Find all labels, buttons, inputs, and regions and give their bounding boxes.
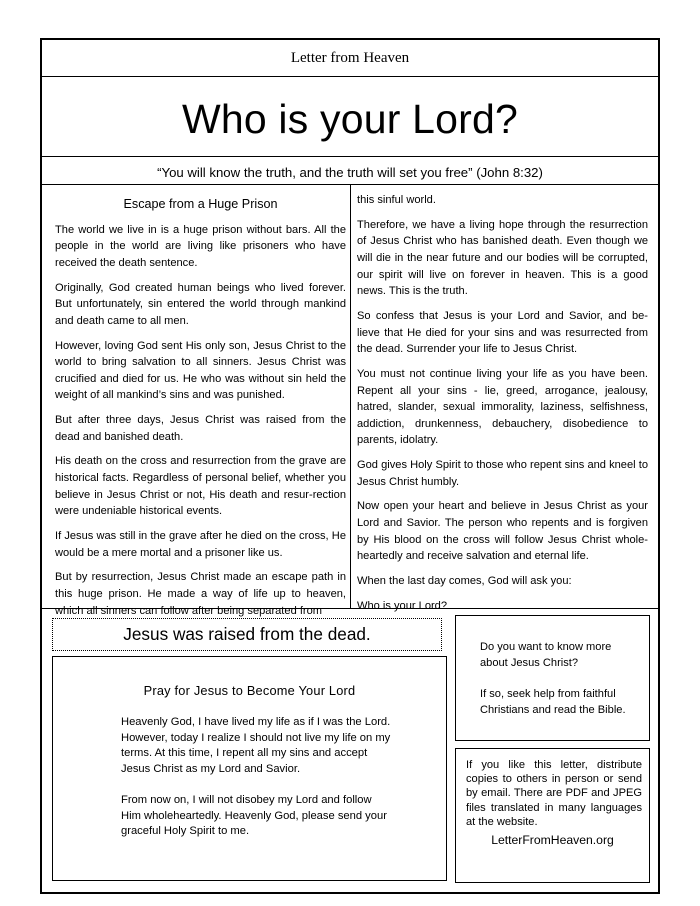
- article-right-column: [357, 192, 648, 623]
- info-paragraph: If so, seek help from faithful Christians and read the Bible.: [480, 688, 626, 716]
- prayer-box: [52, 656, 447, 881]
- prayer-text: [121, 715, 391, 855]
- resurrection-callout: Jesus was raised from the dead.: [52, 618, 442, 651]
- header-divider: [42, 76, 658, 77]
- article-paragraph: When the last day comes, God will ask you:: [357, 575, 572, 587]
- letter-frame: [40, 38, 660, 894]
- article-paragraph: The world we live in is a huge prison without bars. All the people in the world are living like prisoners who have received the death sentence.: [55, 223, 346, 269]
- article-paragraph: this sinful world.: [357, 194, 436, 206]
- page-title: Who is your Lord?: [181, 96, 519, 142]
- article-paragraph: God gives Holy Spirit to those who repent sins and kneel to Jesus Christ humbly.: [357, 459, 648, 488]
- bottom-section-divider: [42, 608, 658, 609]
- title-divider: [42, 156, 658, 157]
- column-divider: [350, 184, 351, 608]
- article-paragraph: If Jesus was still in the grave after he died on the cross, He would be a mere mortal and a prisoner like us.: [55, 530, 346, 559]
- article-paragraph: But by resurrection, Jesus Christ made an escape path in this huge prison. He made a way of life up to heaven, which all sinners can follow after being separated from: [55, 571, 346, 617]
- info-paragraph: Do you want to know more about Jesus Christ?: [480, 641, 612, 669]
- bible-verse: “You will know the truth, and the truth will set you free” (John 8:32): [157, 165, 543, 180]
- article-paragraph: Now open your heart and believe in Jesus Christ as your Lord and Savior. The person who repents and is forgiven by His blood on the cross will follow Jesus Christ whole-heartedly and receive salvation and eternal life.: [357, 500, 648, 563]
- article-paragraph: You must not continue living your life as you have been. Repent all your sins - lie, greed, arrogance, jealousy, hatred, slander, sexual immorality, laziness, selfishness, addiction, drunkenness, debauchery, disobedience to parents, idolatry.: [357, 367, 648, 447]
- article-paragraph: His death on the cross and resurrection from the grave are historical facts. Regardless of personal belief, whether you believe in Jesus Christ or not, His death and resur-rection were undeniable historical events.: [55, 455, 346, 518]
- info-text: [480, 639, 635, 733]
- article-left-column: [55, 196, 346, 627]
- article-paragraph: However, loving God sent His only son, Jesus Christ to the world to bring salvation to all sinners. Jesus Christ was crucified and died for us. He who was without sin held the weight of all mankind’s sins and was punished.: [55, 339, 346, 402]
- website-link[interactable]: LetterFromHeaven.org: [491, 833, 614, 847]
- article-paragraph: So confess that Jesus is your Lord and Savior, and be-lieve that He died for your sins and was resurrected from the dead. Surrender your life to Jesus Christ.: [357, 309, 648, 356]
- share-text: If you like this letter, distribute copies to others in person or send by email. There are PDF and JPEG files translated in many languages at the website.: [466, 759, 642, 828]
- prayer-title: Pray for Jesus to Become Your Lord: [143, 683, 356, 698]
- article-heading: Escape from a Huge Prison: [123, 197, 278, 211]
- prayer-paragraph: Heavenly God, I have lived my life as if I was the Lord. However, today I realize I should not live my life on my terms. At this time, I repent all my sins and accept Jesus Christ as my Lord and Savior.: [121, 716, 391, 776]
- article-paragraph: Therefore, we have a living hope through the resurrection of Jesus Christ who has banished death. Even though we will die in the near future and our bodies will be corrupted, our spirit will live on forever in heaven. This is a good news. This is the truth.: [357, 218, 648, 298]
- article-paragraph: Originally, God created human beings who lived forever. But unfortunately, sin entered the world through mankind and death came to all men.: [55, 281, 346, 327]
- prayer-paragraph: From now on, I will not disobey my Lord and follow Him wholeheartedly. Heavenly God, please send your graceful Holy Spirit to me.: [121, 793, 387, 838]
- info-box: [455, 615, 650, 741]
- header-label: Letter from Heaven: [290, 50, 410, 66]
- share-box: [455, 748, 650, 883]
- article-paragraph: Who is your Lord?: [357, 599, 448, 612]
- article-paragraph: But after three days, Jesus Christ was raised from the dead and banished death.: [55, 414, 346, 443]
